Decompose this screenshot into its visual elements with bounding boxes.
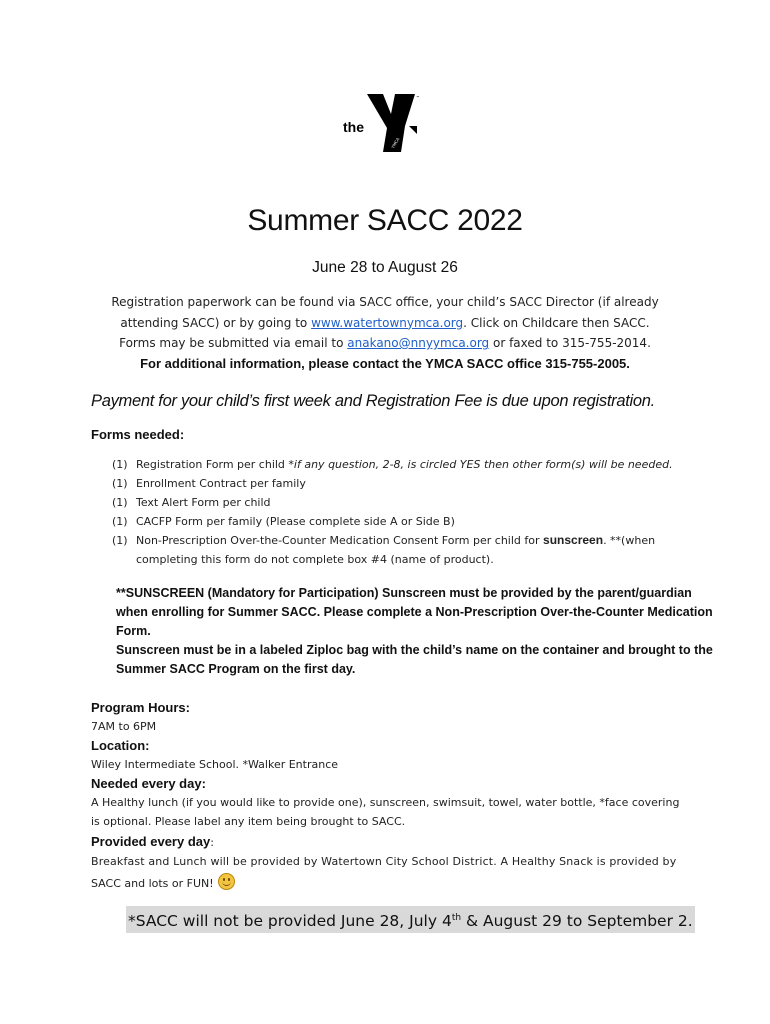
- logo-trademark: ™: [416, 95, 420, 100]
- intro-line-2-end: . Click on Childcare then SACC.: [463, 315, 650, 330]
- form-item-text: Enrollment Contract per family: [136, 477, 306, 490]
- form-item-text-end: . **(when: [603, 534, 656, 547]
- provided-line-2: SACC and lots or FUN!: [91, 877, 214, 890]
- needed-line-1: A Healthy lunch (if you would like to provide one), sunscreen, swimsuit, towel, water bottle, *face covering: [91, 796, 680, 809]
- ymca-logo-mark: [343, 90, 427, 154]
- provided-line-1: Breakfast and Lunch will be provided by Watertown City School District. A Healthy Snack is provided by: [91, 855, 677, 868]
- footer-text-end: & August 29 to September 2.: [461, 912, 693, 930]
- footer-text: *SACC will not be provided June 28, July 4: [128, 912, 452, 930]
- provided-heading-row: Provided every day:: [91, 834, 214, 849]
- needed-heading: Needed every day:: [91, 776, 206, 791]
- program-details: [91, 698, 691, 893]
- form-item-enrollment: [112, 474, 682, 493]
- form-item-number: (1): [112, 496, 128, 509]
- form-item-text-line2: completing this form do not complete box #4 (name of product).: [136, 553, 494, 566]
- form-item-text: Registration Form per child *: [136, 458, 294, 471]
- hours-heading: Program Hours:: [91, 700, 190, 715]
- form-item-registration: [112, 455, 682, 474]
- location-value: Wiley Intermediate School. *Walker Entrance: [91, 758, 339, 771]
- intro-paragraph: [100, 292, 670, 374]
- form-item-strong: sunscreen: [543, 533, 604, 547]
- page-title: Summer SACC 2022: [247, 204, 523, 237]
- sunscreen-line: when enrolling for Summer SACC. Please complete a Non-Prescription Over-the-Counter Medication: [116, 605, 713, 619]
- hours-value: 7AM to 6PM: [91, 720, 157, 733]
- footer-notice: [126, 906, 695, 933]
- payment-notice: Payment for your child’s first week and Registration Fee is due upon registration.: [91, 392, 655, 410]
- forms-heading: Forms needed:: [91, 427, 185, 442]
- intro-line-2: [100, 313, 670, 334]
- logo-small-text: YMCA: [390, 136, 401, 150]
- form-item-text: Non-Prescription Over-the-Counter Medication Consent Form per child for: [136, 534, 544, 547]
- intro-line-1: Registration paperwork can be found via SACC office, your child’s SACC Director (if already: [111, 295, 659, 309]
- intro-line-3-end: or faxed to 315-755-2014.: [489, 336, 651, 350]
- sunscreen-notice: [116, 584, 713, 679]
- needed-line-2: is optional. Please label any item being brought to SACC.: [91, 815, 406, 828]
- intro-line-3-text: Forms may be submitted via email to: [119, 336, 348, 350]
- form-item-text: Text Alert Form per child: [136, 496, 271, 509]
- contact-info: For additional information, please contact the YMCA SACC office 315-755-2005.: [140, 355, 630, 371]
- form-item-number: (1): [112, 515, 128, 528]
- form-item-number: (1): [112, 534, 128, 547]
- form-item-medication: [112, 531, 682, 569]
- logo-the-text: the: [343, 119, 364, 135]
- smiley-face-icon: [218, 873, 235, 890]
- sunscreen-line: Sunscreen must be in a labeled Ziploc bag with the child’s name on the container and brought to the: [116, 643, 713, 657]
- form-item-text: CACFP Form per family (Please complete side A or Side B): [136, 515, 455, 528]
- footer-superscript: th: [451, 913, 462, 923]
- intro-line-3: [100, 333, 670, 354]
- form-item-number: (1): [112, 477, 128, 490]
- forms-list: [112, 455, 682, 569]
- form-item-text-alert: [112, 493, 682, 512]
- email-link[interactable]: anakano@nnyymca.org: [347, 336, 490, 350]
- form-item-note: if any question, 2-8, is circled YES then other form(s) will be needed.: [293, 458, 673, 471]
- sunscreen-line: Summer SACC Program on the first day.: [116, 662, 356, 676]
- intro-line-2-text: attending SACC) or by going to: [120, 315, 312, 330]
- sunscreen-line: **SUNSCREEN (Mandatory for Participation) Sunscreen must be provided by the parent/guardian: [116, 586, 692, 600]
- provided-line-2-row: [91, 873, 691, 893]
- program-dates: June 28 to August 26: [312, 259, 458, 276]
- provided-heading: Provided every day: [91, 834, 211, 849]
- form-item-number: (1): [112, 458, 128, 471]
- ymca-website-link[interactable]: www.watertownymca.org: [311, 315, 464, 330]
- ymca-logo: [343, 90, 427, 154]
- form-item-cacfp: [112, 512, 682, 531]
- sunscreen-line: Form.: [116, 624, 151, 638]
- location-heading: Location:: [91, 738, 150, 753]
